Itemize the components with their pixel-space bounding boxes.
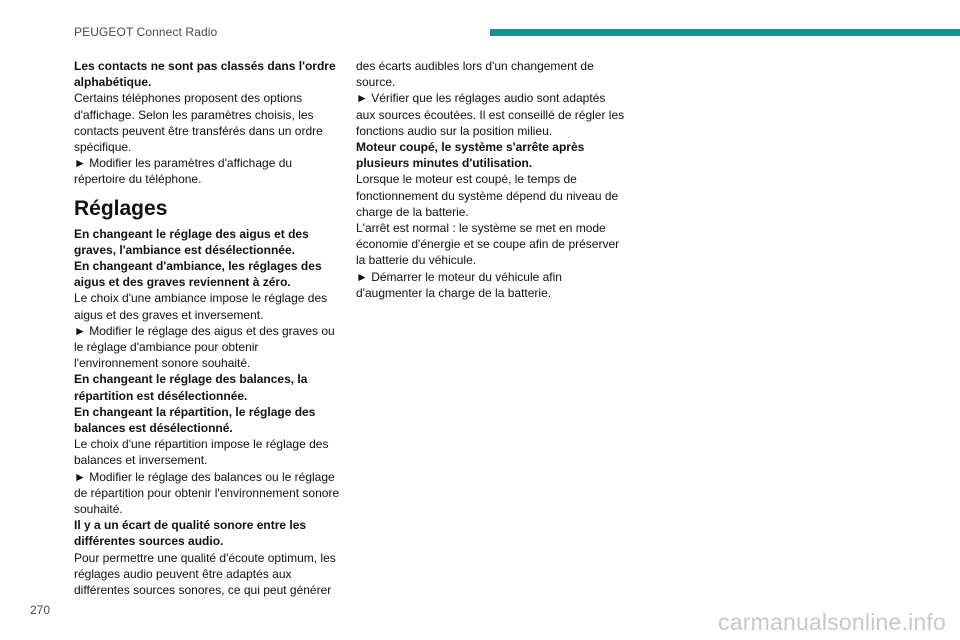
engine-start-action: ► Démarrer le moteur du véhicule afin d'augmenter la charge de la batterie. [356, 269, 562, 300]
engine-off-text: Lorsque le moteur est coupé, le temps de fonctionnement du système dépend du niveau de charge de la batterie. [356, 172, 619, 219]
header-accent-bar [490, 29, 960, 36]
section-heading-reglages: Réglages [74, 196, 168, 220]
ambiance-text: Le choix d'une ambiance impose le réglage des aigus et des graves et inversement. [74, 291, 328, 322]
engine-off-note: Moteur coupé, le système s'arrête après plusieurs minutes d'utilisation. [356, 140, 585, 171]
energy-saving-text: L'arrêt est normal : le système se met en mode économie d'énergie et se coupe afin de préserver la batterie du véhicule. [356, 221, 620, 268]
contacts-action: ► Modifier les paramètres d'affichage du répertoire du téléphone. [74, 156, 293, 187]
sound-quality-text: Pour permettre une qualité d'écoute optimum, les réglages audio peuvent être adaptés aux différentes sources sonores, ce qui peut générer [74, 550, 336, 598]
left-column [74, 58, 344, 598]
balance-note: En changeant le réglage des balances, la répartition est désélectionnée. [74, 372, 308, 403]
watermark: carmanualsonline.info [718, 609, 946, 635]
sound-quality-continued: des écarts audibles lors d'un changement de source. [356, 59, 594, 90]
distribution-action: ► Modifier le réglage des balances ou le réglage de répartition pour obtenir l'environnement sonore souhaité. [74, 469, 340, 517]
distribution-text: Le choix d'une répartition impose le réglage des balances et inversement. [74, 437, 329, 468]
header-title: PEUGEOT Connect Radio [74, 25, 218, 39]
sound-quality-note: Il y a un écart de qualité sonore entre les différentes sources audio. [74, 518, 307, 549]
sound-quality-action: ► Vérifier que les réglages audio sont adaptés aux sources écoutées. Il est conseillé de régler les fonctions audio sur la position milieu. [356, 91, 625, 138]
distribution-note: En changeant la répartition, le réglage des balances est désélectionné. [74, 404, 316, 436]
page-number: 270 [30, 603, 51, 617]
contacts-text: Certains téléphones proposent des options d'affichage. Selon les paramètres choisis, les contacts peuvent être transférés dans un ordre spécifique. [74, 91, 323, 155]
ambiance-note: En changeant d'ambiance, les réglages des aigus et des graves reviennent à zéro. [74, 259, 322, 290]
contacts-note: Les contacts ne sont pas classés dans l'ordre alphabétique. [74, 59, 336, 90]
right-column [356, 58, 626, 301]
treble-bass-note: En changeant le réglage des aigus et des graves, l'ambiance est désélectionnée. [74, 226, 309, 257]
ambiance-action: ► Modifier le réglage des aigus et des graves ou le réglage d'ambiance pour obtenir l'environnement sonore souhaité. [74, 323, 335, 371]
